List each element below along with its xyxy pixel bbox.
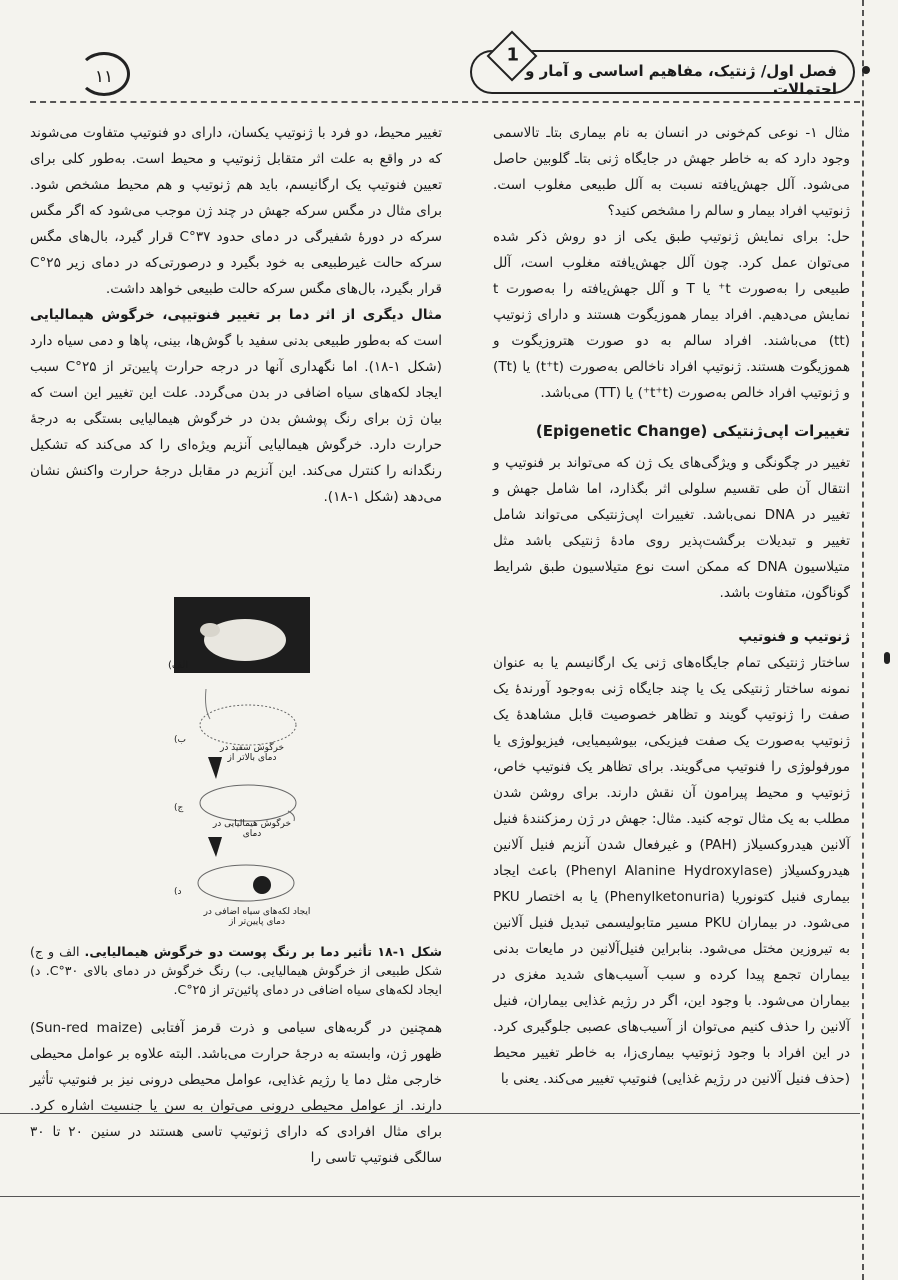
figure-label-a: الف): [168, 660, 189, 671]
left-lower-text-block: [30, 1015, 442, 1171]
example-1: مثال ۱- نوعی کم‌خونی در انسان به نام بیماری بتا‌ـ تالاسمی وجود دارد که به خاطر جهش در جایگاه ژنی بتا‌ـ گلوبین حاصل می‌شود. آلل جهش‌یافته نسبت به آلل طبیعی مغلوب است. ژنوتیپ افراد بیمار و سالم را مشخص کنید؟: [493, 125, 850, 219]
header-dashed-divider: [30, 101, 860, 103]
left-column: [30, 120, 442, 510]
margin-dot-top: [862, 66, 870, 74]
margin-dot-middle: [884, 652, 890, 664]
page-number: ۱۱: [78, 52, 130, 96]
right-column: [493, 120, 850, 1092]
figure-caption: [30, 942, 442, 999]
figure-caption-d: ایجاد لکه‌های سیاه اضافی در دمای پایین‌تر از: [203, 907, 311, 927]
figure-caption-b: خرگوش سفید در دمای بالاتر از: [219, 743, 285, 763]
chapter-title: فصل اول/ ژنتیک، مفاهیم اساسی و آمار و احتمالات: [525, 62, 837, 98]
margin-dashed-line: [862, 0, 864, 1280]
figure-label-c: ج): [174, 803, 184, 813]
example-2: [30, 302, 442, 510]
left-intro-text: تغییر محیط، دو فرد با ژنوتیپ یکسان، دارای دو فنوتیپ متفاوت می‌شوند که در واقع به علت اثر متقابل ژنوتیپ و محیط است. به‌طور کلی برای تعیین فنوتیپ یک ارگانیسم، باید هم ژنوتیپ و هم محیط مشخص شود. برای مثال در مگس سرکه جهش در چند ژن موجب می‌شود که اگر مگس سرکه در دورهٔ شفیرگی در دمای حدود ۳۷°C قرار گیرد، بال‌های مگس سرکه حالت غیرطبیعی به خود بگیرد و درصورتی‌که در دمای زیر ۲۵°C قرار بگیرد، بال‌های مگس سرکه حالت طبیعی خواهد داشت.: [30, 125, 443, 297]
figure-label-d: د): [174, 887, 182, 897]
scan-line-2: [0, 1196, 860, 1197]
rabbit-photo: [174, 597, 310, 673]
figure-caption-text: الف و ج) شکل طبیعی از خرگوش هیمالیایی. ب) رنگ خرگوش در دمای بالای ۳۰°C. د) ایجاد لکه‌های سیاه اضافی در دمای پائین‌تر از ۲۵°C.: [30, 944, 442, 997]
left-lower-text: همچنین در گربه‌های سیامی و ذرت قرمز آفتابی (Sun-red maize) ظهور ژن، وابسته به درجهٔ حرارت می‌باشد. البته علاوه بر عوامل محیطی خارجی مثل دما یا رژیم غذایی، عوامل محیطی درونی نیز بر فنوتیپ تأثیر دارند. از عوامل محیطی درونی می‌توان به سن یا جنسیت اشاره کرد. برای مثال افرادی که دارای ژنوتیپ تاسی هستند در سنین ۲۰ تا ۳۰ سالگی فنوتیپ تاسی را: [30, 1020, 442, 1166]
figure-caption-c: خرگوش هیمالیایی در دمای: [212, 819, 292, 839]
epigenetic-heading: تغییرات اپی‌ژنتیکی (Epigenetic Change): [535, 422, 850, 440]
epigenetic-text: تغییر در چگونگی و ویژگی‌های یک ژن که می‌تواند بر فنوتیپ و انتقال آن طی تقسیم سلولی اثر بگذارد، اما شامل جهش و تغییر در DNA نمی‌باشد. تغییرات اپی‌ژنتیکی می‌تواند شامل تغییر و تبدیلات برگشت‌پذیر روی مادهٔ ژنتیکی باشد مثل متیلاسیون DNA که ممکن است نوع متیلاسیون طبق شرایط گوناگون، متفاوت باشد.: [493, 455, 850, 601]
figure-caption-title: شکل ۱-۱۸ تأثیر دما بر رنگ پوست دو خرگوش هیمالیایی.: [84, 944, 442, 959]
example-2-body: است که به‌طور طبیعی بدنی سفید با گوش‌ها، بینی، پاها و دمی سیاه دارد (شکل ۱-۱۸). اما نگهداری آنها در درجه حرارت پایین‌تر از ۲۵°C سبب ایجاد لکه‌های سیاه اضافی در بدن می‌گردد. علت این تغییر این است که بیان ژن برای رنگ پوشش بدن در خرگوش هیمالیایی بستگی به درجهٔ حرارت دارد. خرگوش هیمالیایی آنزیم ویژه‌ای را کد می‌کند که تشکیل رنگدانه را کنترل می‌کند. این آنزیم در مقابل درجهٔ حرارت واکنش نشان می‌دهد (شکل ۱-۱۸).: [30, 333, 442, 505]
rabbit-photo-head: [200, 623, 220, 637]
genotype-text: ساختار ژنتیکی تمام جایگاه‌های ژنی یک ارگانیسم یا به عنوان نمونه ساختار ژنتیکی یک یا چند جایگاه ژنی به‌وجود آورندهٔ یک صفت را ژنوتیپ گویند و تظاهر خصوصیت قابل مشاهدهٔ یک ژنوتیپ به‌صورت یک صفت فیزیکی، بیوشیمیایی، فیزیولوژی یا مورفولوژی را فنوتیپ می‌گویند. برای تظاهر یک فنوتیپ خاص، ژنوتیپ و محیط پیرامون آن نقش دارند. برای روشن شدن مطلب به یک مثال توجه کنید. مثال: جهش در ژن رمزکنندهٔ فنیل آلانین هیدروکسیلاز (PAH) و غیرفعال شدن آنزیم فنیل آلانین هیدروکسیلاز (Phenyl Alanine Hydroxylase) باعث ایجاد بیماری فنیل کتونوریا (Phenylketonuria) یا به اختصار PKU می‌شود. در بیماران PKU مسیر متابولیسمی تبدیل فنیل آلانین به تیروزین مختل می‌شود. بنابراین فنیل‌آلانین در مایعات بدنی بیماران تجمع پیدا کرده و سبب آسیب‌های شدید مغزی در بیماران می‌شود. با وجود این، اگر در رژیم غذایی بیماران، فنیل آلانین را حذف کنیم می‌توان از آسیب‌های عصبی جلوگیری کرد. در این افراد با وجود ژنوتیپ بیماری‌زا، به خاطر تغییر محیط (حذف فنیل آلانین در رژیم غذایی) فنوتیپ تغییر می‌کند. یعنی با: [493, 655, 850, 1087]
rabbit-spotted-drawing: [176, 835, 306, 915]
solution-text: حل: برای نمایش ژنوتیپ طبق یکی از دو روش ذکر شده می‌توان عمل کرد. چون آلل جهش‌یافته مغلوب است، آلل طبیعی را به‌صورت t⁺ یا T و آلل جهش‌یافته را به‌صورت t نمایش می‌دهیم. افراد بیمار هموزیگوت هستند و دارای ژنوتیپ (tt) می‌باشند. افراد سالم به دو صورت هتروزیگوت و هموزیگوت هستند. ژنوتیپ افراد ناخالص به‌صورت (t⁺t) یا (Tt) و ژنوتیپ افراد خالص به‌صورت (t⁺t⁺) یا (TT) می‌باشد.: [493, 229, 851, 401]
example-2-lead: مثال دیگری از اثر دما بر تغییر فنوتیپی، خرگوش هیمالیایی: [30, 307, 442, 323]
scan-line-1: [0, 1113, 860, 1114]
figure-label-b: ب): [174, 735, 186, 745]
chapter-number: 1: [506, 44, 519, 66]
figure-1-18: [168, 597, 312, 937]
genotype-heading: ژنوتیپ و فنوتیپ: [738, 629, 850, 645]
